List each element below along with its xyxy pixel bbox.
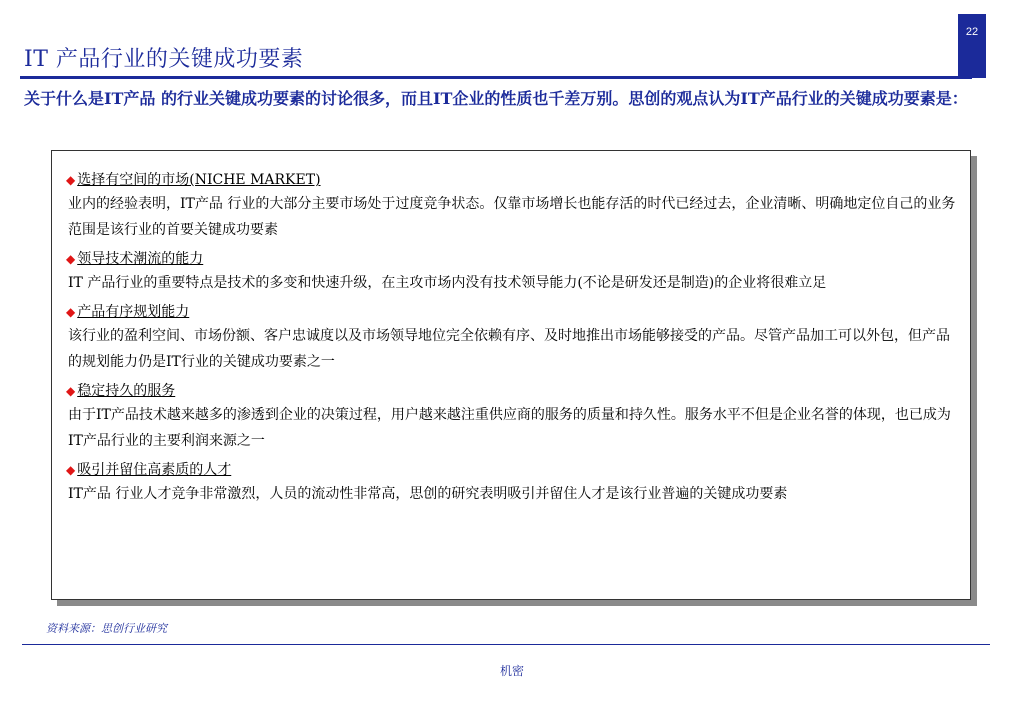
- factor-heading-text: 产品有序规划能力: [77, 304, 190, 320]
- factor-heading-text: 领导技术潮流的能力: [77, 251, 204, 267]
- page-number: 22: [965, 26, 979, 38]
- success-factors-box: [51, 150, 971, 600]
- page-number-badge: [958, 14, 986, 78]
- footer-divider: [22, 644, 990, 645]
- factor-heading: [66, 380, 956, 402]
- factor-heading: [66, 301, 956, 323]
- factor-section: [66, 380, 956, 454]
- factor-section: [66, 169, 956, 243]
- page-title: IT 产品行业的关键成功要素: [24, 47, 304, 72]
- diamond-bullet-icon: ◆: [66, 173, 76, 187]
- diamond-bullet-icon: ◆: [66, 252, 76, 266]
- diamond-bullet-icon: ◆: [66, 384, 76, 398]
- factor-heading: [66, 169, 956, 191]
- factor-body: IT 产品行业的重要特点是技术的多变和快速升级，在主攻市场内没有技术领导能力(不论是研发还是制造)的企业将很难立足: [68, 275, 827, 291]
- factor-section: [66, 248, 956, 296]
- factor-heading: [66, 248, 956, 270]
- factor-heading-text: 选择有空间的市场(NICHE MARKET): [77, 172, 321, 188]
- confidential-label: 机密: [499, 664, 524, 678]
- diamond-bullet-icon: ◆: [66, 463, 76, 477]
- factor-body: 业内的经验表明，IT产品 行业的大部分主要市场处于过度竞争状态。仅靠市场增长也能存活的时代已经过去，企业清晰、明确地定位自己的业务范围是该行业的首要关键成功要素: [68, 196, 956, 238]
- factor-section: [66, 459, 956, 507]
- title-divider: [20, 76, 972, 79]
- factor-body: 该行业的盈利空间、市场份额、客户忠诚度以及市场领导地位完全依赖有序、及时地推出市场能够接受的产品。尽管产品加工可以外包，但产品的规划能力仍是IT行业的关键成功要素之一: [68, 328, 950, 370]
- factor-section: [66, 301, 956, 375]
- factor-heading-text: 吸引并留住高素质的人才: [77, 462, 232, 478]
- source-note: 资料来源：思创行业研究: [46, 622, 167, 635]
- factor-body: IT产品 行业人才竞争非常激烈，人员的流动性非常高，思创的研究表明吸引并留住人才是该行业普遍的关键成功要素: [68, 486, 788, 502]
- diamond-bullet-icon: ◆: [66, 305, 76, 319]
- factor-body: 由于IT产品技术越来越多的渗透到企业的决策过程，用户越来越注重供应商的服务的质量和持久性。服务水平不但是企业名誉的体现，也已成为IT产品行业的主要利润来源之一: [68, 407, 951, 449]
- factor-heading-text: 稳定持久的服务: [77, 383, 176, 399]
- intro-text: 关于什么是IT产品 的行业关键成功要素的讨论很多，而且IT企业的性质也千差万别。思创的观点认为IT产品行业的关键成功要素是：: [24, 89, 968, 108]
- factor-heading: [66, 459, 956, 481]
